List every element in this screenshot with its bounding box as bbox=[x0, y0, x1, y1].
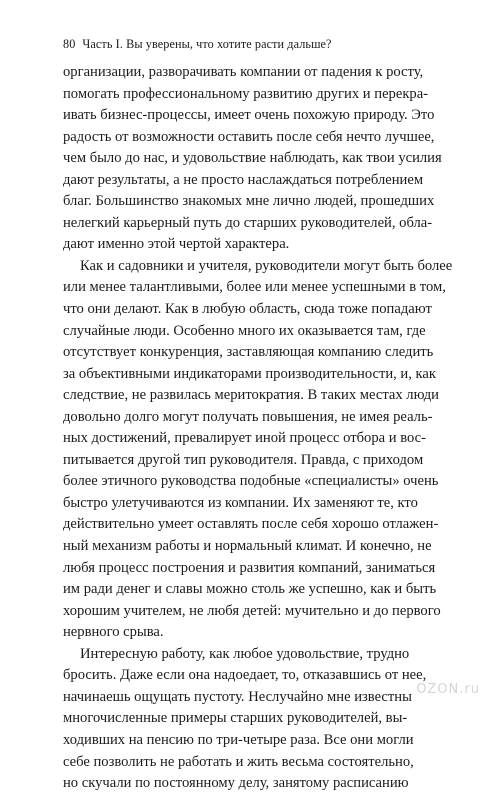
ozon-watermark: OZON.ru bbox=[416, 682, 480, 697]
paragraph bbox=[63, 62, 442, 256]
text-line: питывается другой тип руководителя. Правда, с приходом bbox=[63, 451, 424, 468]
text-line: отсутствует конкуренция, заставляющая компанию следить bbox=[63, 344, 434, 361]
text-line: хорошим учителем, не любя детей: мучительно и до первого bbox=[63, 602, 441, 619]
text-line: случайные люди. Особенно много их оказывается там, где bbox=[63, 322, 426, 339]
text-line: действительно умеет оставлять после себя хорошо отлажен- bbox=[63, 516, 439, 533]
text-line: дают именно этой чертой характера. bbox=[63, 236, 290, 253]
text-line: организации, разворачивать компании от падения к росту, bbox=[63, 64, 424, 80]
text-line: дают результаты, а не просто наслаждаться потреблением bbox=[63, 171, 424, 188]
running-head bbox=[63, 37, 332, 52]
paragraph bbox=[63, 644, 427, 795]
text-line: начинаешь ощущать пустоту. Неслучайно мне известны bbox=[63, 688, 412, 705]
text-line: нелегкий карьерный путь до старших руководителей, обла- bbox=[63, 214, 433, 231]
text-line: Интересную работу, как любое удовольствие, трудно bbox=[80, 645, 410, 662]
running-title: Часть I. Вы уверены, что хотите расти дальше? bbox=[82, 37, 332, 51]
text-line: ный механизм работы и нормальный климат. И конечно, не bbox=[63, 538, 432, 555]
text-line: им ради денег и славы можно столь же успешно, как и быть bbox=[63, 581, 437, 598]
text-line: чем было до нас, и удовольствие наблюдать, как твои усилия bbox=[63, 150, 442, 167]
text-line: любя процесс построения и развития компаний, заниматься bbox=[63, 559, 436, 576]
text-line: за объективными индикаторами производительности, и, как bbox=[63, 365, 436, 382]
text-line: довольно долго могут получать повышения, не имея реаль- bbox=[63, 408, 433, 425]
text-line: ходивших на пенсию по три-четыре раза. Все они могли bbox=[63, 731, 414, 748]
text-line: что они делают. Как в любую область, сюда тоже попадают bbox=[63, 301, 432, 318]
text-line: радость от возможности оставить после себя нечто лучшее, bbox=[63, 128, 435, 145]
text-line: ивать бизнес-процессы, имеет очень похожую природу. Это bbox=[63, 107, 435, 124]
text-line: но скучали по постоянному делу, занятому расписанию bbox=[63, 775, 409, 792]
text-line: или менее талантливыми, более или менее успешными в том, bbox=[63, 279, 446, 296]
text-line: ных достижений, превалирует иной процесс отбора и вос- bbox=[63, 430, 427, 447]
page-number: 80 bbox=[63, 37, 76, 51]
text-line: следствие, не развилась меритократия. В таких местах люди bbox=[63, 387, 439, 404]
text-line: нервного срыва. bbox=[63, 624, 164, 641]
text-line: помогать профессиональному развитию других и перекра- bbox=[63, 85, 429, 102]
text-line: благ. Большинство знакомых мне лично людей, прошедших bbox=[63, 193, 435, 210]
text-line: Как и садовники и учителя, руководители могут быть более bbox=[80, 257, 453, 274]
paragraph bbox=[63, 256, 453, 644]
text-line: бросить. Даже если она надоедает, то, отказавшись от нее, bbox=[63, 667, 427, 684]
text-line: многочисленные примеры старших руководителей, вы- bbox=[63, 710, 408, 727]
text-line: себе позволить не работать и жить весьма состоятельно, bbox=[63, 753, 414, 770]
text-line: более этичного руководства подобные «специалисты» очень bbox=[63, 473, 439, 490]
text-line: быстро улетучиваются из компании. Их заменяют те, кто bbox=[63, 494, 418, 511]
